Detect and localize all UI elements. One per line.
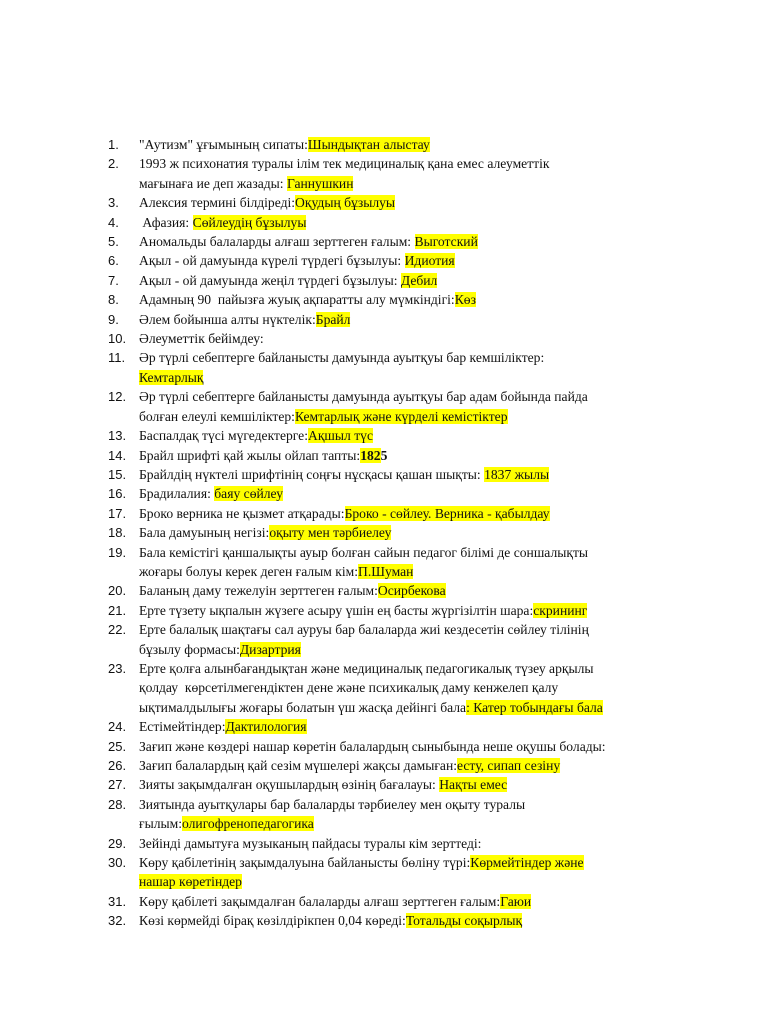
list-item [108,251,718,270]
question-text: Зағип балалардың қай сезім мүшелері жақсы дамыған: [139,758,458,773]
highlighted-answer: Оқудың бұзылуы [295,195,396,211]
item-number: 18. [108,525,127,541]
question-text: Әлеуметтік бейімдеу: [139,331,264,347]
item-number: 22. [108,622,127,638]
item-number: 4. [108,214,119,230]
item-number: 27. [108,777,127,793]
question-text: Брайлдің нүктелі шрифтінің соңғы нұсқасы қашан шықты: [139,466,485,482]
question-text-continued: қолдау көрсетілмегендіктен дене және психикалық даму кенжелеп қалу [139,680,559,696]
item-number: 9. [108,311,119,327]
list-item [108,775,718,794]
question-text: Баспалдақ түсі мүгедектерге: [139,428,308,444]
question-text: Көру қабілетінің зақымдалуына байланысты бөліну түрі: [139,855,471,871]
highlighted-answer: есту, сипап сезіну [457,758,561,773]
question-text-continued: ғылым: [139,816,183,832]
list-item [108,756,718,775]
question-text: Броко верника не қызмет атқарады: [139,505,345,521]
highlighted-answer: Сөйлеудің бұзылуы [192,214,307,230]
question-text: Көру қабілеті зақымдалған балаларды алғаш зерттеген ғалым: [139,893,501,909]
question-text: Бала дамуының негізі: [139,525,270,541]
list-item [108,232,718,251]
question-text: Ерте түзету ықпалын жүзеге асыру үшін ең басты жүргізілтін шара: [139,602,534,618]
highlighted-answer: Дактилология [225,719,307,735]
question-text: Зияты зақымдалған оқушылардың өзінің бағалауы: [139,777,440,793]
item-number: 28. [108,796,127,812]
highlighted-answer-continued: нашар көретіндер [139,874,242,890]
list-item [108,795,718,834]
question-text: Зейінді дамытуға музыканың пайдасы туралы кім зерттеді: [139,835,482,851]
item-number: 19. [108,544,127,560]
question-text: Адамның 90 пайызға жуық ақпаратты алу мүмкіндігі: [139,292,455,308]
question-text: "Аутизм" ұғымының сипаты: [139,137,308,152]
item-number: 12. [108,389,127,405]
highlighted-answer: Тотальды соқырлық [405,913,523,929]
item-number: 30. [108,855,127,871]
question-text: 1993 ж психонатия туралы ілім тек медициналық қана емес алеуметтік [139,156,550,172]
question-text: Брадилалия: [139,486,215,502]
list-item [108,154,718,193]
item-number: 31. [108,893,127,909]
highlighted-answer: 1837 жылы [484,466,550,482]
highlighted-answer: Брайл [315,311,351,327]
list-item [108,290,718,309]
question-text: Брайл шрифті қай жылы ойлап тапты: [139,447,361,463]
highlighted-answer: Выготский [414,234,478,250]
question-text: Алексия термині білдіреді: [139,195,296,211]
list-item [108,426,718,445]
question-text: Ақыл - ой дамуында күрелі түрдегі бұзылуы: [139,253,405,269]
question-text: Ерте қолға алынбағандықтан және медициналық педагогикалық түзеу арқылы [139,660,594,676]
highlighted-answer: Идиотия [404,253,455,269]
item-number: 14. [108,447,127,463]
item-number: 32. [108,913,127,929]
answer-suffix: 5 [380,447,388,463]
question-text: Әр түрлі себептерге байланысты дамуында ауытқуы бар кемшіліктер: [139,350,545,366]
list-item [108,601,718,620]
item-number: 26. [108,758,127,773]
highlighted-answer: Дебил [400,272,438,288]
item-number: 23. [108,660,127,676]
question-text: Аномальды балаларды алғаш зерттеген ғалым: [139,234,415,250]
item-number: 6. [108,253,119,269]
highlighted-answer: Кемтарлық және күрделі кемістіктер [294,408,508,424]
item-number: 25. [108,738,127,754]
list-item [108,834,718,853]
list-item [108,523,718,542]
list-item [108,659,718,717]
list-item [108,310,718,329]
highlighted-answer: Осирбекова [377,583,446,599]
item-number: 10. [108,331,127,347]
item-number: 5. [108,234,119,250]
list-item [108,853,718,892]
list-item [108,446,718,465]
highlighted-answer: Кемтарлық [139,369,204,385]
question-text: Көзі көрмейді бірақ көзілдірікпен 0,04 көреді: [139,913,406,929]
highlighted-answer: скрининг [533,602,588,618]
highlighted-answer: Нақты емес [439,777,508,793]
question-text-continued: ықтималдылығы жоғары болатын үш жасқа дейінгі бала [139,699,467,715]
highlighted-answer: Көз [454,292,476,308]
list-item [108,213,718,232]
item-number: 1. [108,137,119,152]
highlighted-answer: Дизартрия [239,641,301,657]
list-item [108,737,718,756]
highlighted-answer: Броко - сөйлеу. Верника - қабылдау [344,505,550,521]
question-text: Әлем бойынша алты нүктелік: [139,311,316,327]
list-item [108,620,718,659]
question-text: Афазия: [139,214,193,230]
highlighted-answer: 182 [360,447,381,463]
question-text: Естімейтіндер: [139,719,226,735]
highlighted-answer: Ақшыл түс [308,428,373,444]
item-number: 3. [108,195,119,211]
list-item [108,911,718,930]
item-number: 24. [108,719,127,735]
list-item [108,135,718,154]
highlighted-answer: Көрмейтіндер және [470,855,584,871]
list-item [108,892,718,911]
item-number: 16. [108,486,127,502]
highlighted-answer: : Катер тобындағы бала [466,699,603,715]
question-answer-list [108,135,718,931]
item-number: 29. [108,835,127,851]
highlighted-answer: баяу сөйлеу [214,486,284,502]
item-number: 2. [108,156,119,172]
question-text: Зиятында ауытқулары бар балаларды тәрбиелеу мен оқыту туралы [139,796,526,812]
question-text-continued: болған елеулі кемшіліктер: [139,408,295,424]
list-item [108,504,718,523]
list-item [108,465,718,484]
item-number: 7. [108,272,119,288]
item-number: 21. [108,602,127,618]
list-item [108,581,718,600]
list-item [108,484,718,503]
list-item [108,387,718,426]
highlighted-answer: П.Шуман [358,563,414,579]
highlighted-answer: олигофренопедагогика [182,816,314,832]
question-text: Ерте балалық шақтағы сал ауруы бар балаларда жиі кездесетін сөйлеу тілінің [139,622,589,638]
question-text: Зағип және көздері нашар көретін балалардың сыныбында неше оқушы болады: [139,738,606,754]
question-text: Ақыл - ой дамуында жеңіл түрдегі бұзылуы: [139,272,401,288]
highlighted-answer: Шындықтан алыстау [307,137,430,152]
question-text-continued: жоғары болуы керек деген ғалым кім: [139,563,359,579]
item-number: 15. [108,466,127,482]
highlighted-answer: оқыту мен тәрбиелеу [269,525,392,541]
item-number: 11. [108,350,126,366]
list-item [108,271,718,290]
item-number: 20. [108,583,127,599]
list-item [108,717,718,736]
item-number: 13. [108,428,127,444]
question-text: Бала кемістігі қаншалықты ауыр болған сайын педагог білімі де соншалықты [139,544,589,560]
highlighted-answer: Ганнушкин [286,175,354,191]
list-item [108,543,718,582]
highlighted-answer: Гаюи [500,893,532,909]
item-number: 17. [108,505,127,521]
list-item [108,329,718,348]
question-text: Әр түрлі себептерге байланысты дамуында ауытқуы бар адам бойында пайда [139,389,588,405]
question-text-continued: бұзылу формасы: [139,641,240,657]
question-text: Баланың даму тежелуін зерттеген ғалым: [139,583,378,599]
list-item [108,193,718,212]
question-text-continued: мағынаға ие деп жазады: [139,175,287,191]
item-number: 8. [108,292,119,308]
list-item [108,348,718,387]
